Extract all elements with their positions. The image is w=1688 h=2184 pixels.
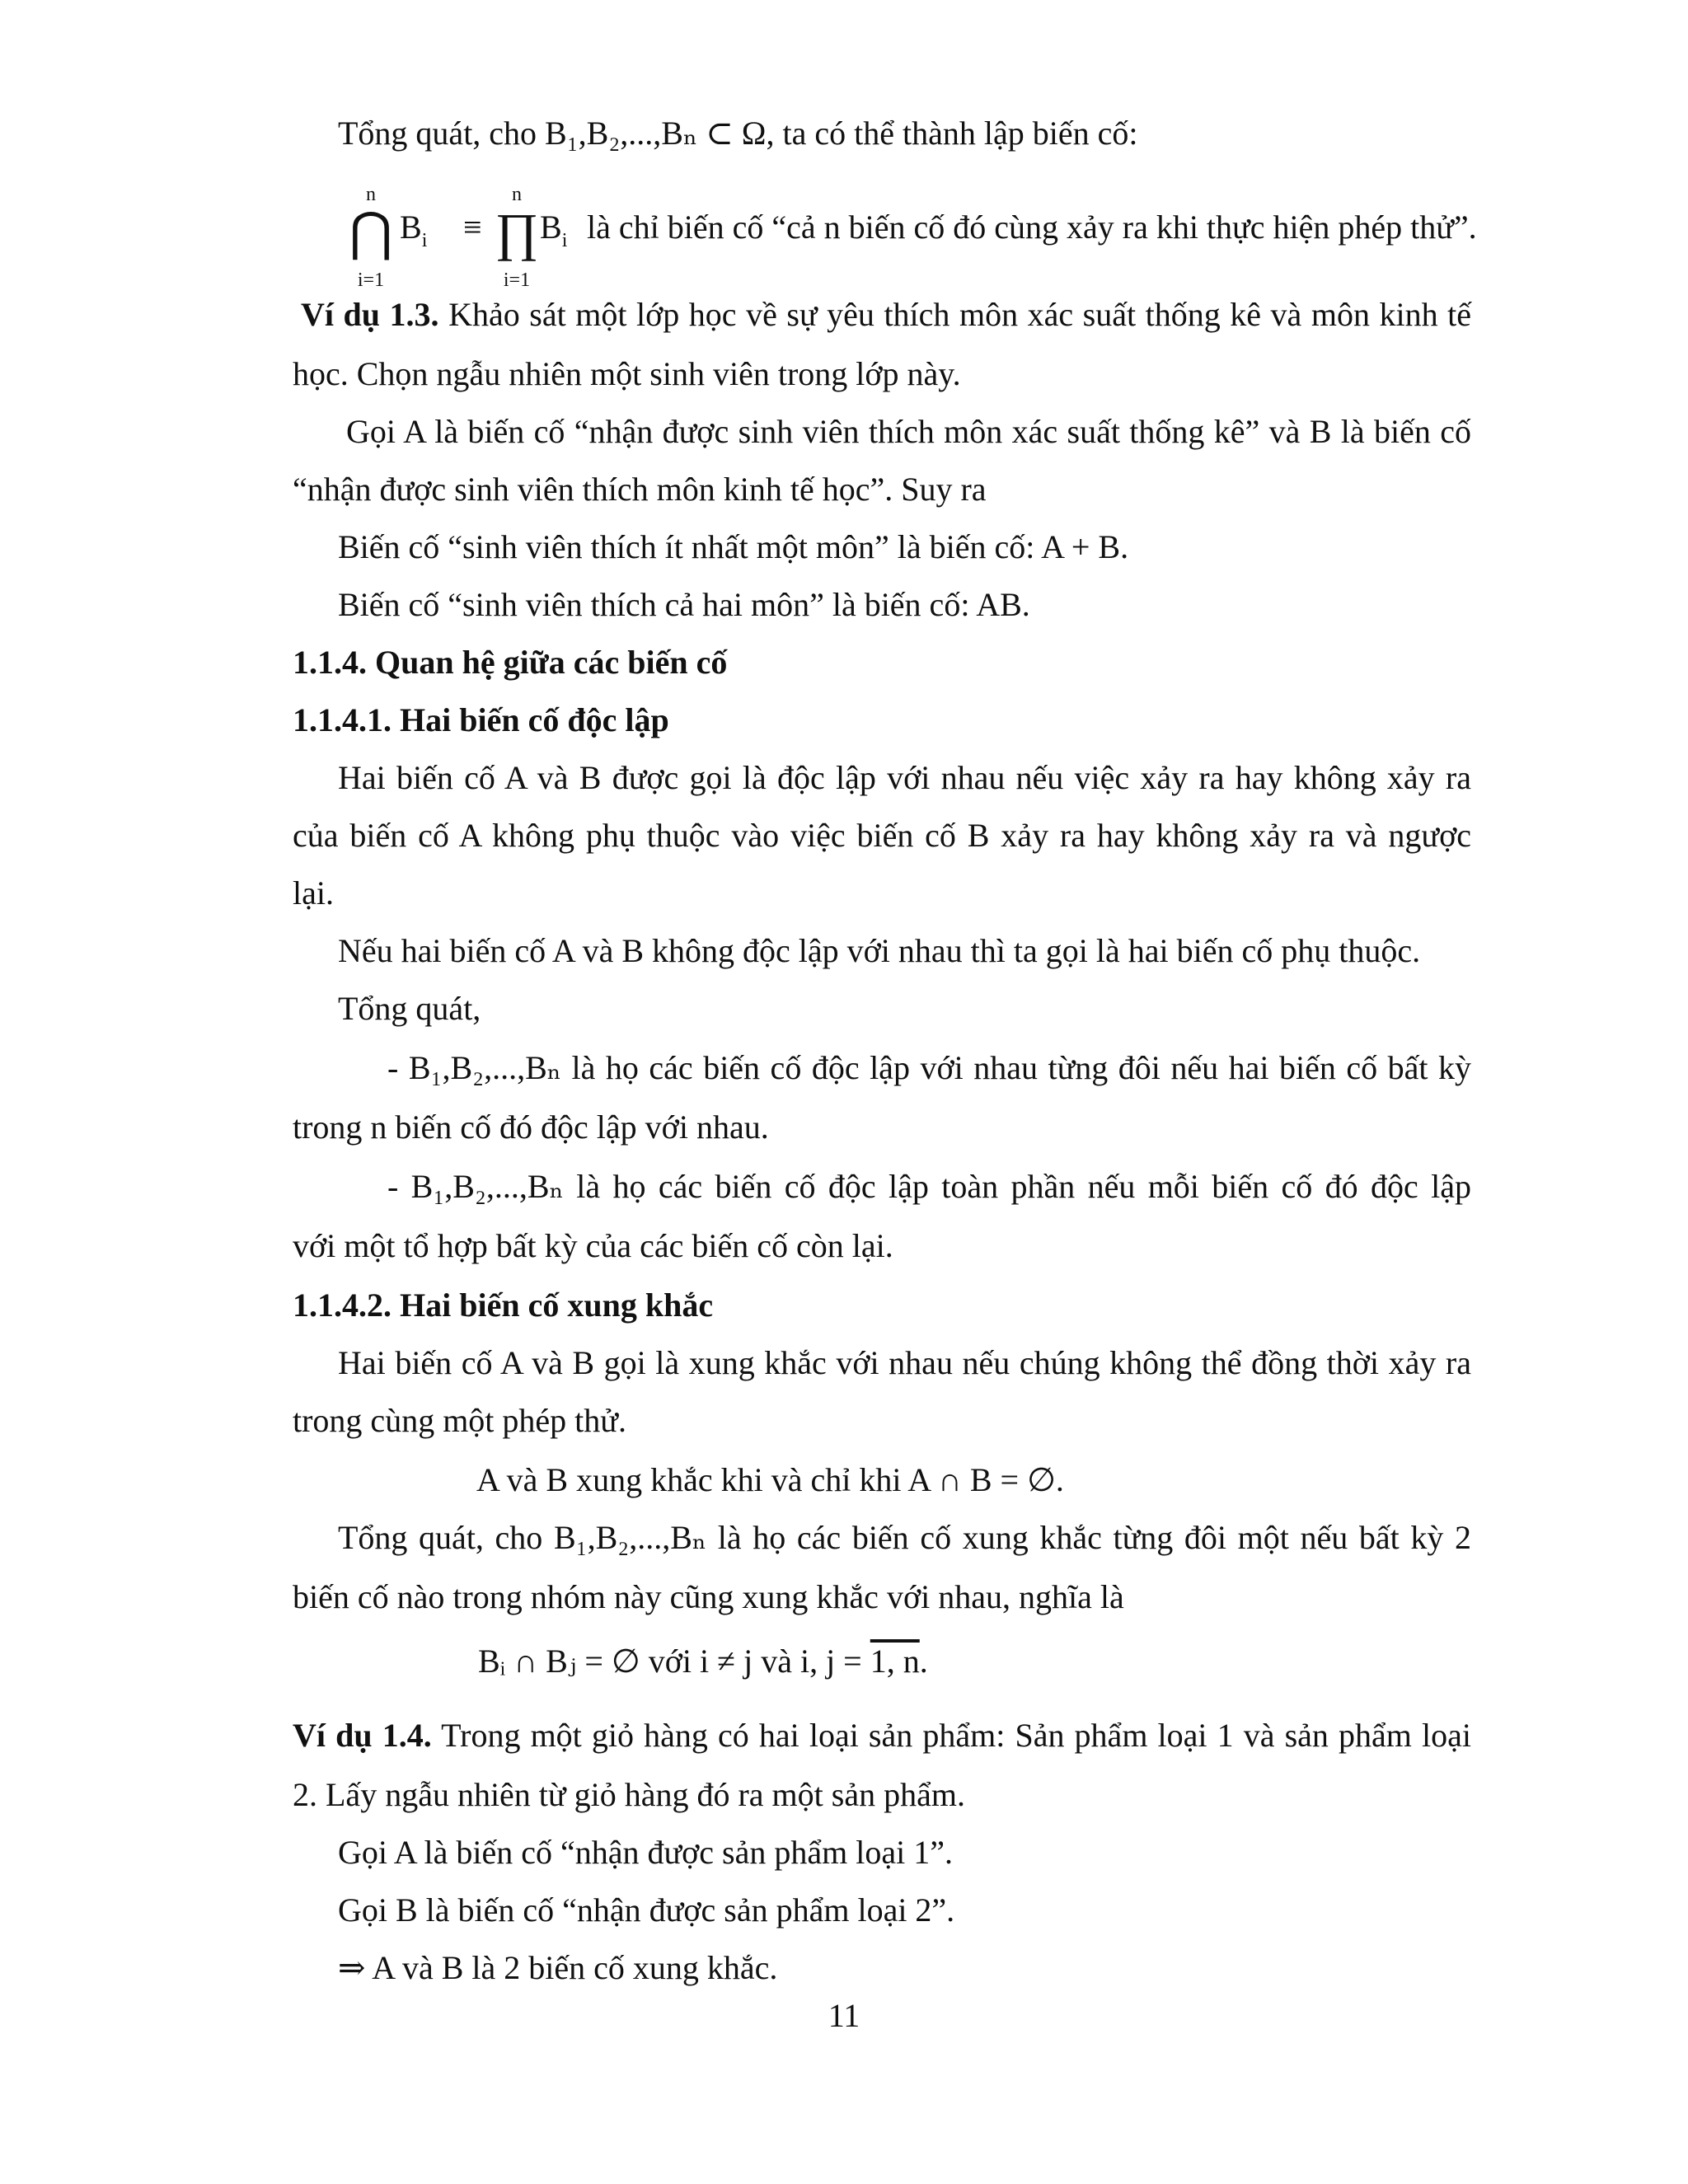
bullet-pairwise-independent: - B₁,B₂,...,Bₙ là họ các biến cố độc lập với nhau từng đôi nếu hai biến cố bất kỳ (387, 1049, 1471, 1086)
independence-p3: lại. (293, 874, 334, 912)
example-1-4-conclusion: ⇒ A và B là 2 biến cố xung khắc. (338, 1949, 778, 1986)
exclusive-formula: Bᵢ ∩ Bⱼ = ∅ với i ≠ j và i, j = 1, n. (478, 1643, 928, 1680)
example-1-4: Ví dụ 1.4. Trong một giỏ hàng có hai loại sản phẩm: Sản phẩm loại 1 và sản phẩm loại (293, 1717, 1471, 1754)
formula-equiv: ≡ (463, 209, 482, 246)
example-1-3-p2a: Gọi A là biến cố “nhận được sinh viên thích môn xác suất thống kê” và B là biến cố (346, 413, 1471, 450)
formula-description: là chỉ biến cố “cả n biến cố đó cùng xảy ra khi thực hiện phép thử”. (587, 209, 1477, 246)
bullet-pairwise-independent-cont: trong n biến cố đó độc lập với nhau. (293, 1108, 769, 1146)
page-number: 11 (828, 1997, 860, 2034)
exclusive-general: Tổng quát, cho B₁,B₂,...,Bₙ là họ các biến cố xung khắc từng đôi một nếu bất kỳ 2 (338, 1519, 1471, 1556)
index-range: 1, n (870, 1643, 920, 1680)
general-label: Tổng quát, (338, 990, 481, 1027)
general-statement: Tổng quát, cho B₁,B₂,...,Bₙ ⊂ Ω, ta có thể thành lập biến cố: (338, 115, 1138, 152)
bullet-mutually-independent-cont: với một tổ hợp bất kỳ của các biến cố còn lại. (293, 1227, 893, 1264)
example-1-4-a: Gọi A là biến cố “nhận được sản phẩm loại 1”. (338, 1834, 953, 1871)
dependence-text: Nếu hai biến cố A và B không độc lập với nhau thì ta gọi là hai biến cố phụ thuộc. (338, 932, 1421, 969)
heading-1-1-4: 1.1.4. Quan hệ giữa các biến cố (293, 644, 728, 681)
example-1-3-p4: Biến cố “sinh viên thích cả hai môn” là biến cố: AB. (338, 586, 1030, 623)
example-1-3: Ví dụ 1.3. Khảo sát một lớp học về sự yêu thích môn xác suất thống kê và môn kinh tế (301, 296, 1471, 333)
formula-term-2: $B_i$ (540, 209, 568, 251)
document-page: Tổng quát, cho B₁,B₂,...,Bₙ ⊂ Ω, ta có thể thành lập biến cố: n ⋂ i=1 $B_i$ ≡ n ∏ i=1 $B_i$ là chỉ biến cố “cả n biến cố đó cùng xảy ra khi thực hiện phép thử”. Ví dụ 1.3. Khảo sát một lớp học về sự yêu thích môn xác suất thống kê và môn kinh tế học. Chọn ngẫu nhiên một sinh viên trong lớp này. Gọi A là biến cố “nhận được sinh viên thích môn xác suất thống kê” và B là biến cố “nhận được sinh viên thích môn kinh tế học”. Suy ra Biến cố “sinh viên thích ít nhất một môn” là biến cố: A + B. Biến cố “sinh viên thích cả hai môn” là biến cố: AB. 1.1.4. Quan hệ giữa các biến cố 1.1.4.1. Hai biến cố độc lập Hai biến cố A và B được gọi là độc lập với nhau nếu việc xảy ra hay không xảy ra của biến cố A không phụ thuộc vào việc biến cố B xảy ra hay không xảy ra và ngược lại. Nếu hai biến cố A và B không độc lập với nhau thì ta gọi là hai biến cố phụ thuộc. Tổng quát, - B₁,B₂,...,Bₙ là họ các biến cố độc lập với nhau từng đôi nếu hai biến cố bất kỳ trong n biến cố đó độc lập với nhau. - B₁,B₂,...,Bₙ là họ các biến cố độc lập toàn phần nếu mỗi biến cố đó độc lập với một tổ hợp bất kỳ của các biến cố còn lại. 1.1.4.2. Hai biến cố xung khắc Hai biến cố A và B gọi là xung khắc với nhau nếu chúng không thể đồng thời xảy ra trong cùng một phép thử. A và B xung khắc khi và chỉ khi A ∩ B = ∅. Tổng quát, cho B₁,B₂,...,Bₙ là họ các biến cố xung khắc từng đôi một nếu bất kỳ 2 biến cố nào trong nhóm này cũng xung khắc với nhau, nghĩa là Bᵢ ∩ Bⱼ = ∅ với i ≠ j và i, j = 1, n. Ví dụ 1.4. Trong một giỏ hàng có hai loại sản phẩm: Sản phẩm loại 1 và sản phẩm loại 2. Lấy ngẫu nhiên từ giỏ hàng đó ra một sản phẩm. Gọi A là biến cố “nhận được sản phẩm loại 1”. Gọi B là biến cố “nhận được sản phẩm loại 2”. ⇒ A và B là 2 biến cố xung khắc. 11 (0, 0, 1688, 2184)
exclusive-general-cont: biến cố nào trong nhóm này cũng xung khắc với nhau, nghĩa là (293, 1578, 1124, 1615)
example-1-4-b: Gọi B là biến cố “nhận được sản phẩm loại 2”. (338, 1891, 955, 1929)
example-1-3-p2b: “nhận được sinh viên thích môn kinh tế học”. Suy ra (293, 471, 987, 508)
example-1-4-cont: 2. Lấy ngẫu nhiên từ giỏ hàng đó ra một sản phẩm. (293, 1776, 965, 1813)
heading-1-1-4-1: 1.1.4.1. Hai biến cố độc lập (293, 701, 669, 738)
exclusive-condition: A và B xung khắc khi và chỉ khi A ∩ B = ∅. (476, 1461, 1064, 1498)
example-1-3-cont: học. Chọn ngẫu nhiên một sinh viên trong lớp này. (293, 355, 961, 392)
bullet-mutually-independent: - B₁,B₂,...,Bₙ là họ các biến cố độc lập toàn phần nếu mỗi biến cố đó độc lập (387, 1168, 1471, 1205)
formula-term-1: $B_i$ (400, 209, 428, 251)
heading-1-1-4-2: 1.1.4.2. Hai biến cố xung khắc (293, 1286, 714, 1324)
exclusive-p2: trong cùng một phép thử. (293, 1402, 626, 1439)
exclusive-p1: Hai biến cố A và B gọi là xung khắc với nhau nếu chúng không thể đồng thời xảy ra (338, 1344, 1471, 1381)
independence-p1: Hai biến cố A và B được gọi là độc lập với nhau nếu việc xảy ra hay không xảy ra (338, 759, 1471, 796)
independence-p2: của biến cố A không phụ thuộc vào việc biến cố B xảy ra hay không xảy ra và ngược (293, 817, 1471, 854)
example-1-3-p3: Biến cố “sinh viên thích ít nhất một môn” là biến cố: A + B. (338, 528, 1129, 565)
